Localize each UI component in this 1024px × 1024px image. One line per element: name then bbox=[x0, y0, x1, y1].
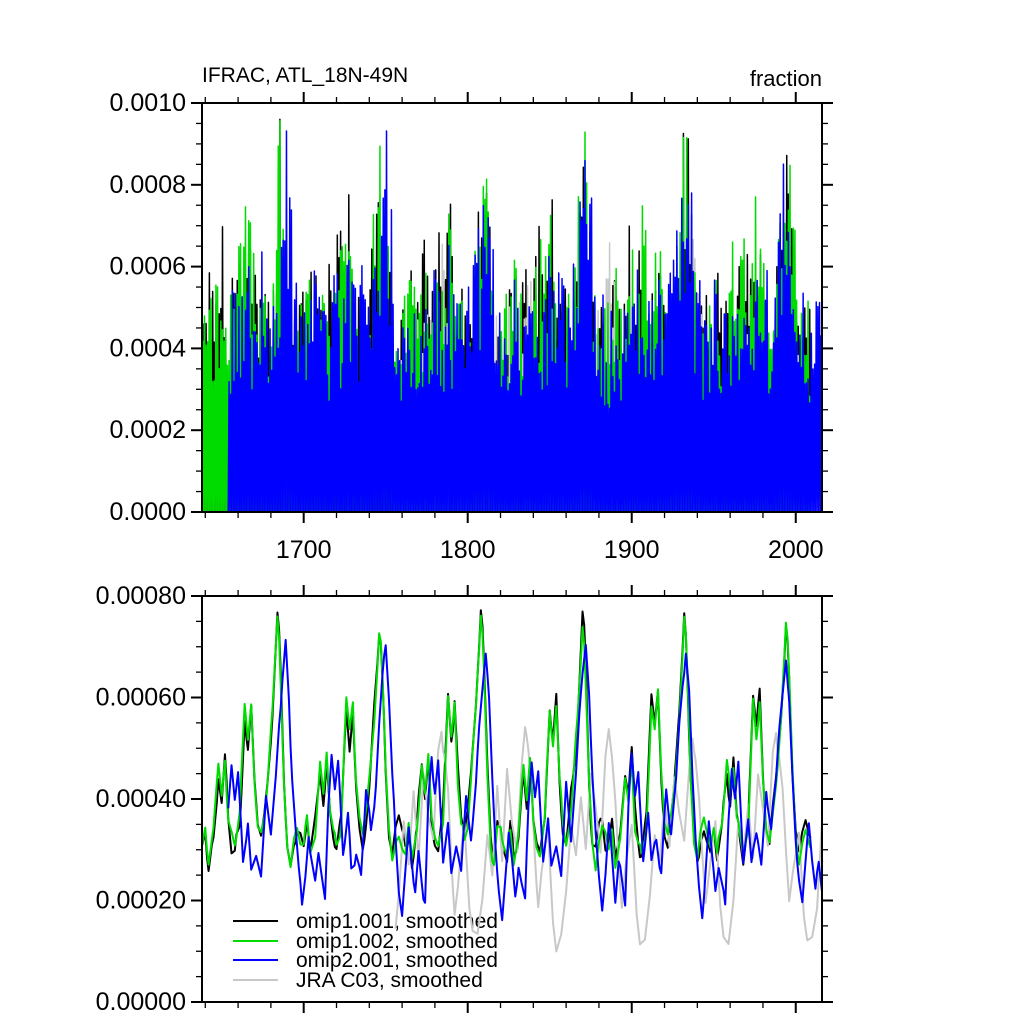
legend-bottom bbox=[233, 910, 498, 992]
x-tick-label: 1900 bbox=[603, 536, 660, 564]
bottom-panel-tick-labels bbox=[96, 582, 186, 1016]
bottom-panel-series bbox=[202, 610, 822, 951]
y-tick-label: 0.0000 bbox=[109, 498, 186, 526]
y-tick-label: 0.0010 bbox=[109, 89, 186, 117]
legend-label-omip2-001: omip2.001 bbox=[296, 458, 395, 481]
x-tick-label: 2000 bbox=[767, 536, 824, 564]
bottom-panel bbox=[96, 582, 833, 1016]
y-tick-label: 0.0006 bbox=[109, 252, 186, 281]
legend-label-omip2-001-smoothed: omip2.001, smoothed bbox=[296, 949, 498, 972]
series-line-omip1-002-smoothed bbox=[202, 616, 811, 871]
x-tick-label: 1700 bbox=[275, 536, 332, 564]
y-tick-label: 0.00080 bbox=[95, 582, 186, 610]
y-tick-label: 0.00000 bbox=[95, 988, 186, 1016]
y-tick-label: 0.00040 bbox=[95, 785, 186, 813]
legend-label-omip1-002: omip1.002 bbox=[296, 438, 395, 461]
y-tick-label: 0.0008 bbox=[109, 170, 186, 199]
top-panel bbox=[110, 64, 833, 564]
y-tick-label: 0.0002 bbox=[109, 416, 186, 445]
legend-label-omip1-002-smoothed: omip1.002, smoothed bbox=[296, 930, 498, 953]
units-label: fraction bbox=[749, 66, 822, 91]
legend-label-jra-c03: JRA C03 bbox=[296, 478, 379, 501]
legend-label-jra-c03-smoothed: JRA C03, smoothed bbox=[296, 969, 483, 992]
top-panel-series bbox=[202, 119, 822, 512]
legend-label-omip1-001-smoothed: omip1.001, smoothed bbox=[296, 910, 498, 933]
legend-label-omip1-001: omip1.001 bbox=[296, 419, 395, 442]
y-tick-label: 0.0004 bbox=[109, 334, 186, 363]
x-tick-label: 1800 bbox=[439, 536, 496, 564]
chart-title: IFRAC, ATL_18N-49N bbox=[202, 64, 409, 87]
y-tick-label: 0.00020 bbox=[95, 886, 186, 915]
y-tick-label: 0.00060 bbox=[95, 683, 186, 712]
